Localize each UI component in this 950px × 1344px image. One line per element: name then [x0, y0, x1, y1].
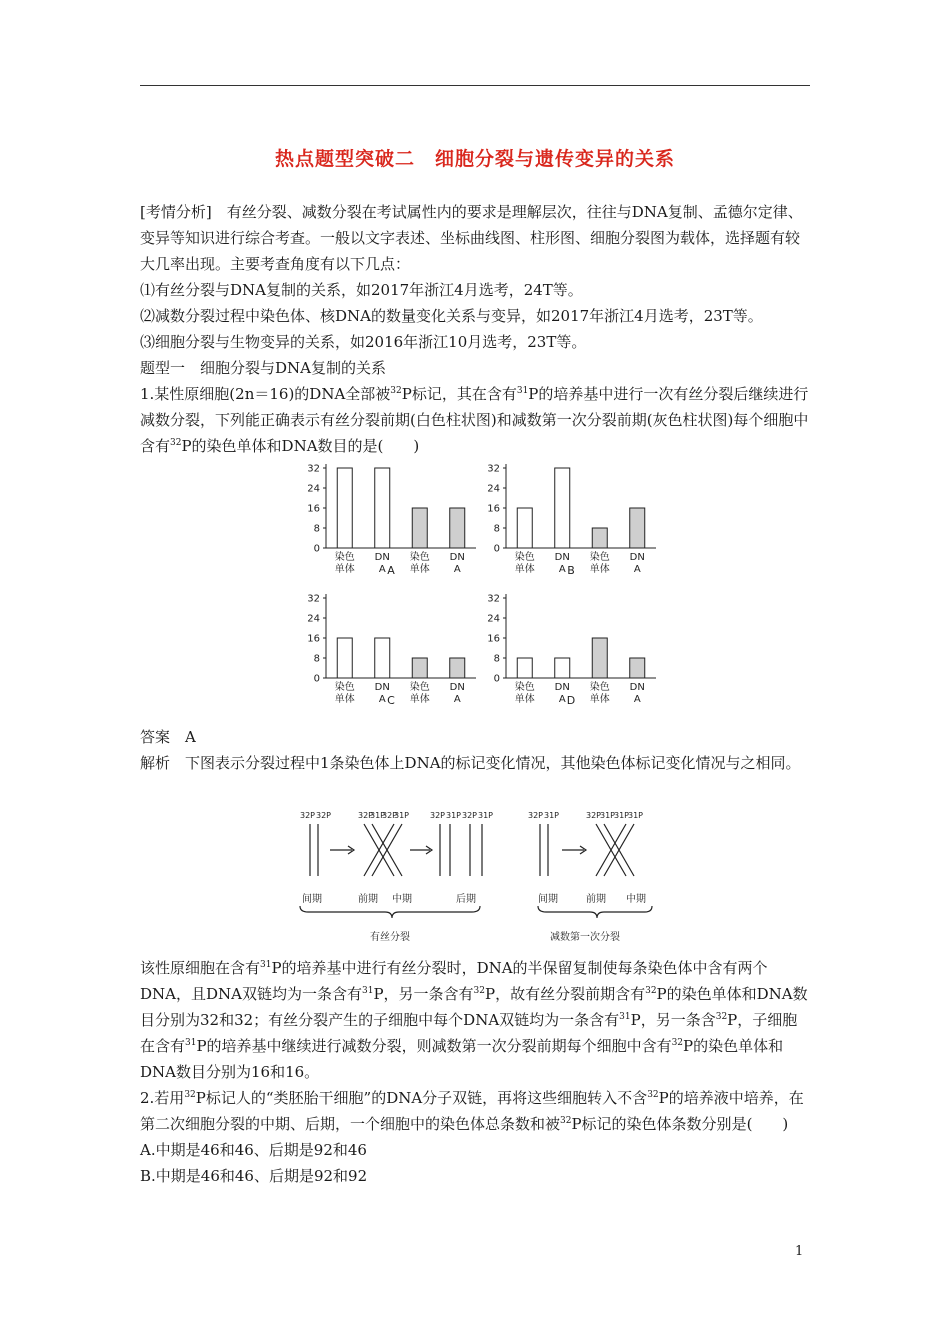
x-tick-label: A [558, 564, 566, 575]
chromosome-diagram-svg [290, 806, 670, 948]
y-tick-label: 24 [307, 613, 320, 625]
y-tick-label: 16 [307, 633, 320, 645]
option-a: A.中期是46和46、后期是92和46 [140, 1141, 367, 1159]
explanation-block [140, 955, 810, 1189]
chart-a-svg [300, 460, 480, 584]
y-tick-label: 32 [487, 593, 500, 605]
bar [450, 508, 465, 548]
bar [412, 658, 427, 678]
bar [375, 638, 390, 678]
chromosome-diagram [290, 806, 670, 948]
x-tick-label: 单体 [589, 564, 610, 575]
x-tick-label: 单体 [409, 564, 430, 575]
x-tick-label: A [558, 694, 566, 705]
y-tick-label: 0 [313, 543, 320, 555]
phase-label: 间期 [302, 894, 322, 905]
bar [337, 638, 352, 678]
diag-label: 32P [316, 811, 332, 820]
diag-label: 32P [358, 811, 374, 820]
header-rule [140, 85, 810, 86]
bar [630, 508, 645, 548]
x-tick-label: 染色 [409, 552, 430, 563]
phase-label: 前期 [586, 894, 606, 905]
diag-label: 31P [394, 811, 410, 820]
point-3: ⑶细胞分裂与生物变异的关系，如2016年浙江10月选考，23T等。 [140, 333, 587, 351]
meiosis-caption: 减数第一次分裂 [550, 932, 620, 943]
diag-label: 31P [628, 811, 644, 820]
diag-label: 31P [614, 811, 630, 820]
diag-label: 32P [528, 811, 544, 820]
point-1: ⑴有丝分裂与DNA复制的关系，如2017年浙江4月选考，24T等。 [140, 281, 583, 299]
bar [412, 508, 427, 548]
y-tick-label: 24 [487, 483, 500, 495]
x-tick-label: 染色 [514, 682, 535, 693]
phase-label: 中期 [626, 894, 646, 905]
y-tick-label: 0 [493, 673, 500, 685]
x-tick-label: DN [554, 552, 570, 563]
diag-label: 32P [462, 811, 478, 820]
x-tick-label: DN [374, 552, 390, 563]
x-tick-label: 单体 [334, 694, 355, 705]
chart-a [300, 460, 480, 584]
bar [555, 658, 570, 678]
y-tick-label: 0 [313, 673, 320, 685]
bar [630, 658, 645, 678]
x-tick-label: DN [629, 682, 645, 693]
diag-label: 32P [586, 811, 602, 820]
x-tick-label: 单体 [409, 694, 430, 705]
diag-label: 31P [370, 811, 386, 820]
intro-paragraph [140, 199, 810, 277]
bar [337, 468, 352, 548]
y-tick-label: 24 [307, 483, 320, 495]
x-tick-label: A [453, 694, 461, 705]
chart-d [480, 590, 660, 714]
x-tick-label: 单体 [514, 694, 535, 705]
diag-label: 32P [300, 811, 316, 820]
mitosis-caption: 有丝分裂 [370, 932, 410, 943]
answer: 答案 A [140, 728, 196, 746]
x-tick-label: 染色 [409, 682, 430, 693]
chart-d-svg [480, 590, 660, 714]
chart-b-svg [480, 460, 660, 584]
x-tick-label: DN [629, 552, 645, 563]
chart-c-svg [300, 590, 480, 714]
x-tick-label: A [378, 564, 386, 575]
intro-tag: [考情分析] [140, 203, 212, 221]
panel-label: B [567, 564, 575, 577]
y-tick-label: 8 [313, 653, 320, 665]
answer-block [140, 724, 810, 776]
x-tick-label: DN [554, 682, 570, 693]
diag-label: 32P [430, 811, 446, 820]
x-tick-label: 单体 [589, 694, 610, 705]
diag-label: 31P [478, 811, 494, 820]
panel-label: C [387, 694, 395, 707]
y-tick-label: 8 [493, 653, 500, 665]
type1-heading: 题型一 细胞分裂与DNA复制的关系 [140, 359, 386, 377]
bar [517, 508, 532, 548]
option-b: B.中期是46和46、后期是92和92 [140, 1167, 368, 1185]
y-tick-label: 16 [487, 503, 500, 515]
bar [555, 468, 570, 548]
question-1: 1.某性原细胞(2n＝16)的DNA全部被$^{32}$P标记，其在含有$^{31}$P的培养基中进行一次有丝分裂后继续进行减数分裂，下列能正确表示有丝分裂前期(白色柱状图)和减数第一次分裂前期(灰色柱状图)每个细胞中含有$^{32}$P的染色单体和DNA数目的是( ) [140, 385, 809, 455]
x-tick-label: 染色 [589, 552, 610, 563]
bar [592, 528, 607, 548]
y-tick-label: 32 [307, 463, 320, 475]
panel-label: A [387, 564, 395, 577]
x-tick-label: 单体 [514, 564, 535, 575]
x-tick-label: 染色 [334, 552, 355, 563]
diag-label: 31P [544, 811, 560, 820]
exam-analysis [140, 199, 810, 459]
x-tick-label: A [453, 564, 461, 575]
question-2: 2.若用$^{32}$P标记人的“类胚胎干细胞”的DNA分子双链，再将这些细胞转入不含$^{32}$P的培养液中培养，在第二次细胞分裂的中期、后期，一个细胞中的染色体总条数和被$^{32}$P标记的染色体条数分别是( ) [140, 1089, 804, 1133]
section-title: 热点题型突破二 细胞分裂与遗传变异的关系 [274, 148, 675, 170]
bar [517, 658, 532, 678]
y-tick-label: 0 [493, 543, 500, 555]
phase-label: 间期 [538, 894, 558, 905]
chart-b [480, 460, 660, 584]
chart-c [300, 590, 480, 714]
x-tick-label: 染色 [514, 552, 535, 563]
y-tick-label: 8 [493, 523, 500, 535]
phase-label: 中期 [392, 894, 412, 905]
y-tick-label: 32 [307, 593, 320, 605]
intro-text: 有丝分裂、减数分裂在考试属性内的要求是理解层次，往往与DNA复制、孟德尔定律、变异等知识进行综合考查。一般以文字表述、坐标曲线图、柱形图、细胞分裂图为载体，选择题有较大几率出现。主要考查角度有以下几点： [140, 203, 803, 273]
x-tick-label: 染色 [589, 682, 610, 693]
phase-label: 前期 [358, 894, 378, 905]
bar [450, 658, 465, 678]
phase-label: 后期 [456, 894, 476, 905]
analysis: 解析 下图表示分裂过程中1条染色体上DNA的标记变化情况，其他染色体标记变化情况与之相同。 [140, 754, 801, 772]
panel-label: D [566, 694, 576, 707]
diag-label: 32P [382, 811, 398, 820]
y-tick-label: 24 [487, 613, 500, 625]
x-tick-label: A [633, 564, 641, 575]
x-tick-label: DN [449, 682, 465, 693]
x-tick-label: 单体 [334, 564, 355, 575]
x-tick-label: DN [449, 552, 465, 563]
bar [375, 468, 390, 548]
point-2: ⑵减数分裂过程中染色体、核DNA的数量变化关系与变异，如2017年浙江4月选考，23T等。 [140, 307, 763, 325]
x-tick-label: 染色 [334, 682, 355, 693]
x-tick-label: A [378, 694, 386, 705]
y-tick-label: 32 [487, 463, 500, 475]
y-tick-label: 8 [313, 523, 320, 535]
x-tick-label: A [633, 694, 641, 705]
x-tick-label: DN [374, 682, 390, 693]
diag-label: 31P [600, 811, 616, 820]
explanation: 该性原细胞在含有$^{31}$P的培养基中进行有丝分裂时，DNA的半保留复制使每条染色体中含有两个DNA，且DNA双链均为一条含有$^{31}$P，另一条含有$^{32}$P，故有丝分裂前期含有$^{32}$P的染色单体和DNA数目分别为32和32；有丝分裂产生的子细胞中每个DNA双链均为一条含有$^{31}$P，另一条含$^{32}$P，子细胞在含有$^{31}$P的培养基中继续进行减数分裂，则减数第一次分裂前期每个细胞中含有$^{32}$P的染色单体和DNA数目分别为16和16。 [140, 959, 808, 1081]
diag-label: 31P [446, 811, 462, 820]
y-tick-label: 16 [307, 503, 320, 515]
page-number: 1 [795, 1244, 804, 1259]
bar [592, 638, 607, 678]
y-tick-label: 16 [487, 633, 500, 645]
